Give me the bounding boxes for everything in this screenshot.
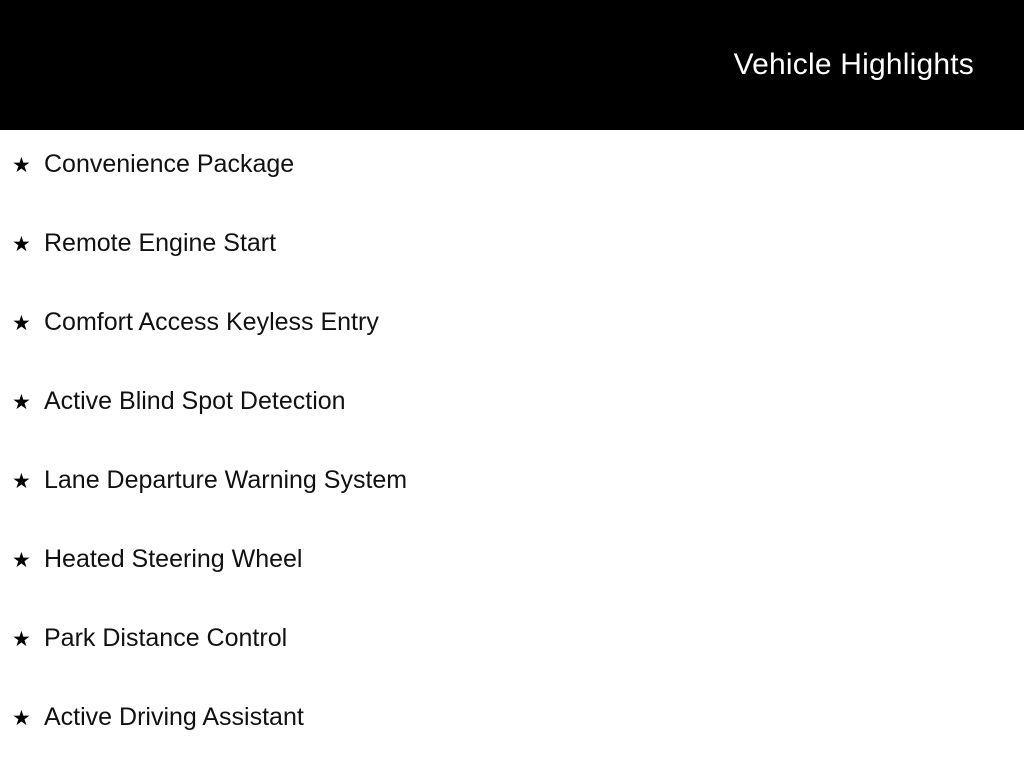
list-item (0, 547, 1024, 626)
list-item (0, 310, 1024, 389)
star-icon: ★ (12, 470, 31, 493)
list-item (0, 231, 1024, 310)
highlight-label: Park Distance Control (44, 624, 288, 652)
highlight-label: Convenience Package (44, 150, 295, 178)
highlight-label: Active Driving Assistant (44, 703, 304, 731)
highlight-label: Lane Departure Warning System (44, 466, 408, 494)
highlight-label: Remote Engine Start (44, 229, 277, 257)
list-item (0, 705, 1024, 784)
list-item (0, 626, 1024, 705)
star-icon: ★ (12, 233, 31, 256)
vehicle-highlights-list (0, 130, 1024, 784)
star-icon: ★ (12, 391, 31, 414)
star-icon: ★ (12, 312, 31, 335)
page-title: Vehicle Highlights (733, 48, 974, 81)
highlight-label: Active Blind Spot Detection (44, 387, 346, 415)
highlight-label: Comfort Access Keyless Entry (44, 308, 379, 336)
list-item (0, 389, 1024, 468)
star-icon: ★ (12, 707, 31, 730)
star-icon: ★ (12, 549, 31, 572)
list-item (0, 152, 1024, 231)
highlight-label: Heated Steering Wheel (44, 545, 303, 573)
header-bar (0, 0, 1024, 130)
star-icon: ★ (12, 154, 31, 177)
list-item (0, 468, 1024, 547)
star-icon: ★ (12, 628, 31, 651)
